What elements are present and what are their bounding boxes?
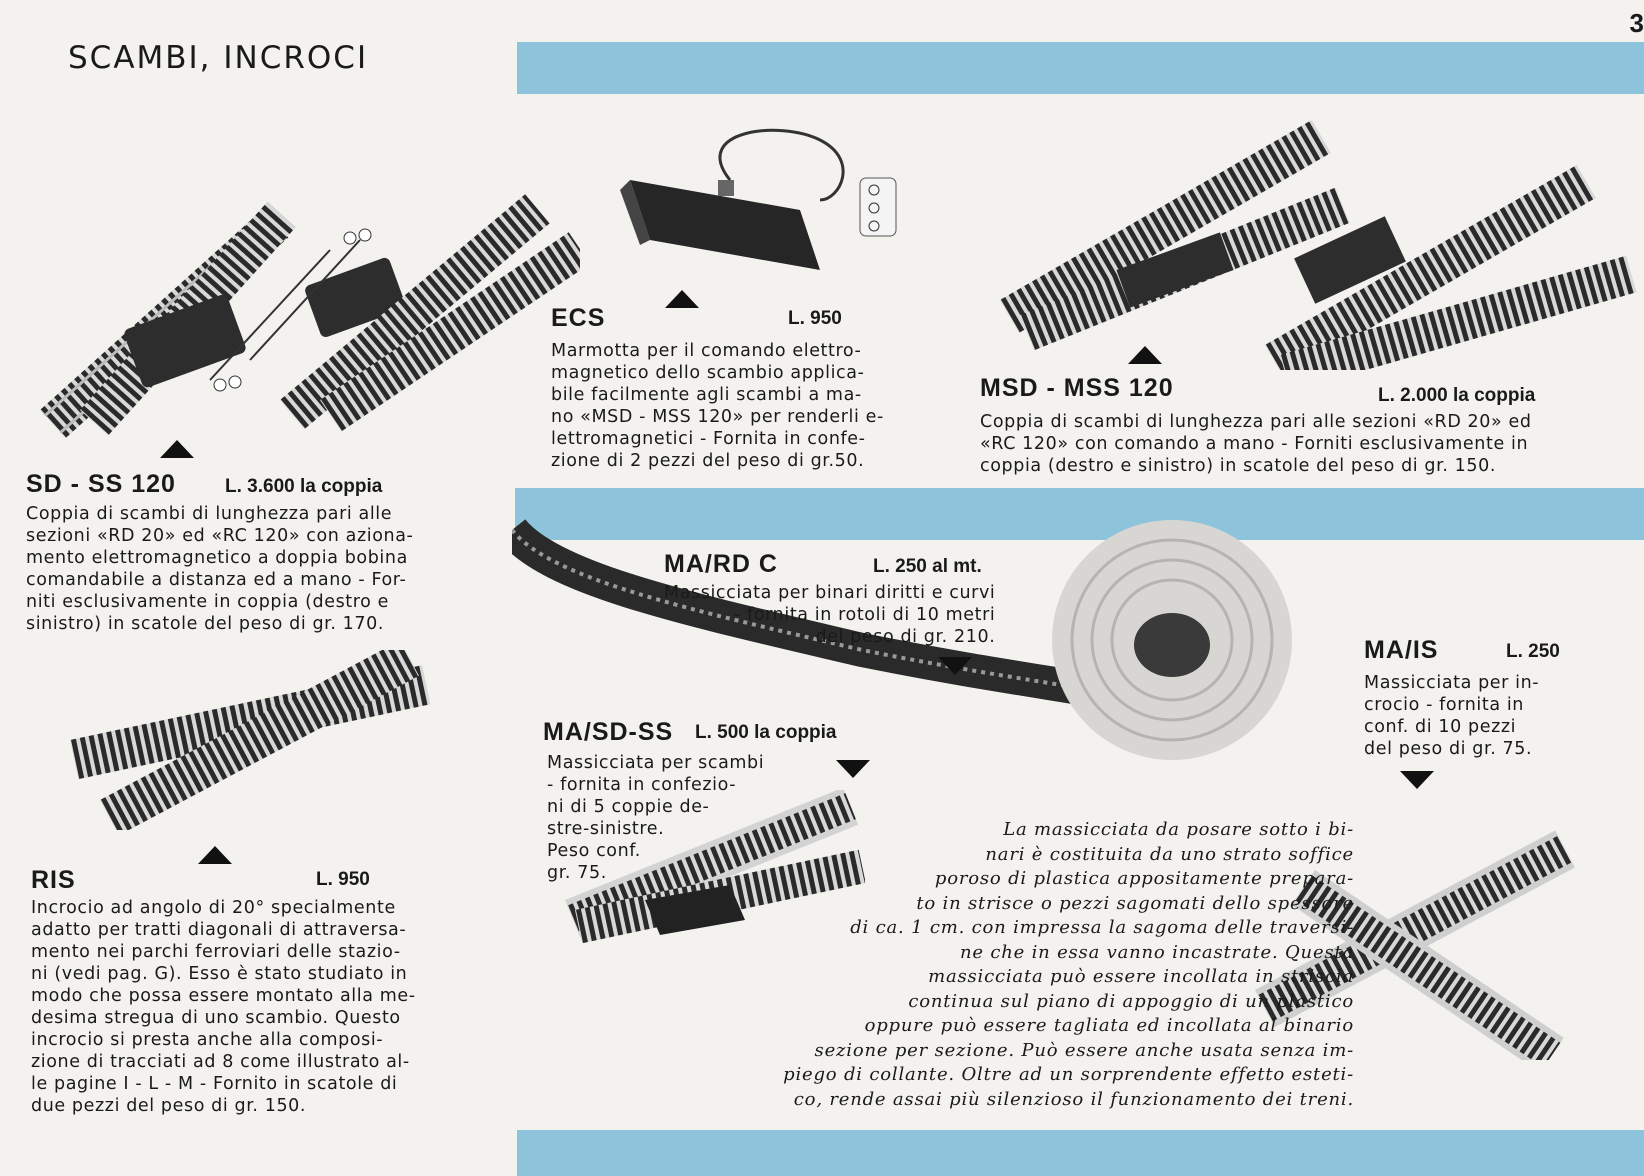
page-number: 3 [1629,8,1644,38]
ma-sd-ss-description: Massicciata per scambi - fornita in confezio- ni di 5 coppie de- stre-sinistre. Peso conf. gr. 75. [547,753,765,883]
ris-description: Incrocio ad angolo di 20° specialmente adatto per tratti diagonali di attraversa- mento nei parchi ferroviari delle stazio- ni (vedi pag. G). Esso è stato studiato in modo che possa essere montato alla me- desima stregua di uno scambio. Questo incrocio si presta anche alla composi- zione di tracciati ad 8 come illustrato al- le pagine I - L - M - Fornito in scatole di due pezzi del peso di gr. 150. [31,898,416,1116]
ma-is-description: Massicciata per in- crocio - fornita in conf. di 10 pezzi del peso di gr. 75. [1364,673,1540,759]
sd-ss-description: Coppia di scambi di lunghezza pari alle sezioni «RD 20» ed «RC 120» con aziona- mento elettromagnetico a doppia bobina comandabile a distanza ed a mano - For- niti esclusivamente in coppia (destro e sinistro) in scatole del peso di gr. 170. [26,504,414,634]
ecs-actuator-photo [620,120,920,290]
ma-sd-ss-pointer-icon [836,760,870,778]
msd-mss-code: MSD - MSS 120 [980,374,1174,402]
ma-rdc-price: L. 250 al mt. [873,556,982,577]
ma-rdc-pointer-icon [938,657,972,675]
ma-sd-ss-price: L. 500 la coppia [695,722,837,743]
msd-mss-description: Coppia di scambi di lunghezza pari alle sezioni «RD 20» ed «RC 120» con comando a mano - Forniti esclusivamente in coppia (destro e sinistro) in scatole del peso di gr. 150. [980,412,1532,476]
ma-rdc-code: MA/RD C [664,550,778,578]
footer-band [517,1130,1644,1176]
ecs-pointer-icon [665,290,699,308]
header-band [517,42,1644,94]
ecs-description: Marmotta per il comando elettro- magnetico dello scambio applica- bile facilmente agli scambi a ma- no «MSD - MSS 120» per renderli e- lettromagnetici - Fornita in confe- zione di 2 pezzi del peso di gr.50. [551,341,884,471]
ma-is-pointer-icon [1400,771,1434,789]
ris-price: L. 950 [316,869,370,890]
ris-crossing-photo [70,650,450,830]
ris-pointer-icon [198,846,232,864]
ecs-price: L. 950 [788,308,842,329]
sd-ss-code: SD - SS 120 [26,470,176,498]
ris-code: RIS [31,866,76,894]
ma-is-code: MA/IS [1364,636,1439,664]
sd-ss-pointer-icon [160,440,194,458]
msd-mss-pointer-icon [1128,346,1162,364]
ma-is-price: L. 250 [1506,641,1560,662]
sd-ss-switches-photo [20,160,580,440]
page-title: SCAMBI, INCROCI [68,40,369,76]
ma-sd-ss-code: MA/SD-SS [543,718,674,746]
sd-ss-price: L. 3.600 la coppia [225,476,383,497]
msd-mss-switches-photo [1000,100,1640,370]
ecs-code: ECS [551,304,606,332]
ballast-note: La massicciata da posare sotto i bi- nari è costituita da uno strato soffice poroso di plastica appositamente prepara- to in strisce o pezzi sagomati dello spessore di ca. 1 cm. con impressa la sagoma delle traversi- ne che in essa vanno incastrate. Questa massicciata può essere incollata in striscia continua sul piano di appoggio di un plastico oppure può essere tagliata ed incollata al binario sezione per sezione. Può essere anche usata senza im- piego di collante. Oltre ad un sorprendente effetto esteti- co, rende assai più silenzioso il funzionamento dei treni. [783,819,1354,1110]
msd-mss-price: L. 2.000 la coppia [1378,385,1536,406]
ma-rdc-description: Massicciata per binari diritti e curvi - fornita in rotoli di 10 metri del peso di gr. 210. [664,583,996,647]
